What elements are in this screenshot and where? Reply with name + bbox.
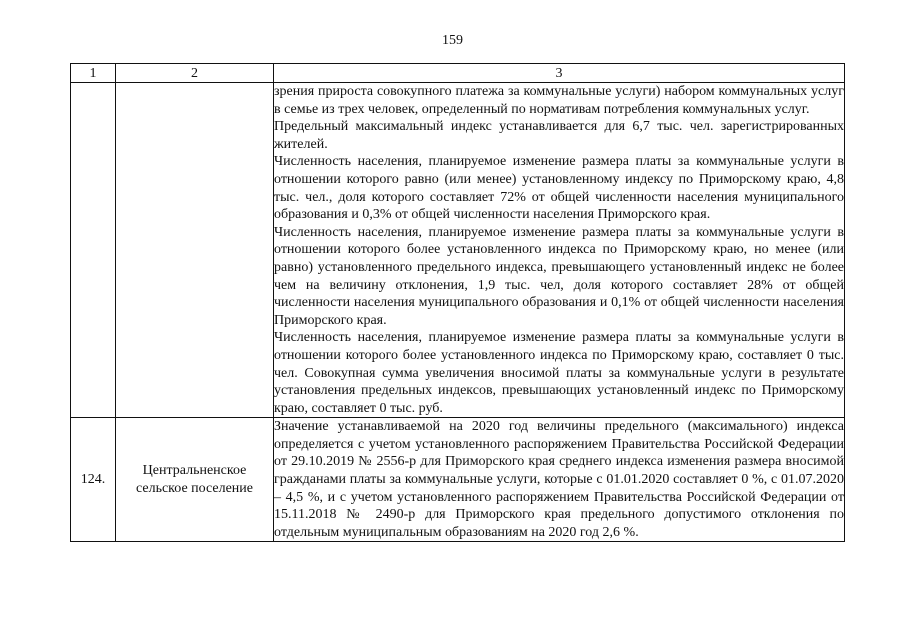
description-cell <box>274 83 845 418</box>
table-header-row <box>71 64 845 83</box>
municipality-name-cell <box>116 418 274 542</box>
municipality-name-line: Центральненское <box>142 463 247 479</box>
description-paragraph: Численность населения, планируемое изменение размера платы за коммунальные услуги в отношении которого более установленного индекса по Приморскому краю, но менее (или равно) установленного предельного индекса, превышающего установленный индекс не более чем на величину отклонения, 1,9 тыс. чел, доля которого составляет 28% от общей численности населения муниципального образования и 0,1% от общей численности населения Приморского края. <box>274 224 844 328</box>
row-number-cell: 124. <box>71 418 116 542</box>
column-header-3: 3 <box>274 64 845 83</box>
description-paragraph: Значение устанавливаемой на 2020 год величины предельного (максимального) индекса определяется с учетом установленного распоряжением Правительства Российской Федерации от 29.10.2019 № 2556-р для Приморского края среднего индекса изменения размера вносимой гражданами платы за коммунальные услуги, которые с 01.01.2020 составляет 0 %, с 01.07.2020 – 4,5 %, и с учетом установленного распоряжением Правительства Российской Федерации от 15.11.2018 № 2490-р для Приморского края предельного допустимого отклонения по отдельным муниципальным образованиям на 2020 год 2,6 %. <box>274 419 844 540</box>
municipality-name-line: сельское поселение <box>136 480 253 496</box>
column-header-2: 2 <box>116 64 274 83</box>
municipal-index-table <box>70 63 845 542</box>
table-row-continued <box>71 83 845 418</box>
description-paragraph: Численность населения, планируемое изменение размера платы за коммунальные услуги в отношении которого равно (или менее) установленному индексу по Приморскому краю, 4,8 тыс. чел., доля которого составляет 72% от общей численности населения муниципального образования и 0,3% от общей численности населения Приморского края. <box>274 154 844 223</box>
table-row-124 <box>71 418 845 542</box>
row-number-cell <box>71 83 116 418</box>
description-paragraph: зрения прироста совокупного платежа за коммунальные услуги) набором коммунальных услуг в семье из трех человек, определенный по нормативам потребления коммунальных услуг. <box>274 84 844 117</box>
description-paragraph: Численность населения, планируемое изменение размера платы за коммунальные услуги в отношении которого более установленного индекса по Приморскому краю, составляет 0 тыс. чел. Совокупная сумма увеличения вносимой платы за коммунальные услуги в результате установления предельных индексов, превышающих установленный индекс по Приморскому краю, составляет 0 тыс. руб. <box>274 330 844 416</box>
column-header-1: 1 <box>71 64 116 83</box>
description-paragraph: Предельный максимальный индекс устанавливается для 6,7 тыс. чел. зарегистрированных жителей. <box>274 119 844 152</box>
description-cell <box>274 418 845 542</box>
page-number: 159 <box>442 33 463 48</box>
municipality-name-cell <box>116 83 274 418</box>
